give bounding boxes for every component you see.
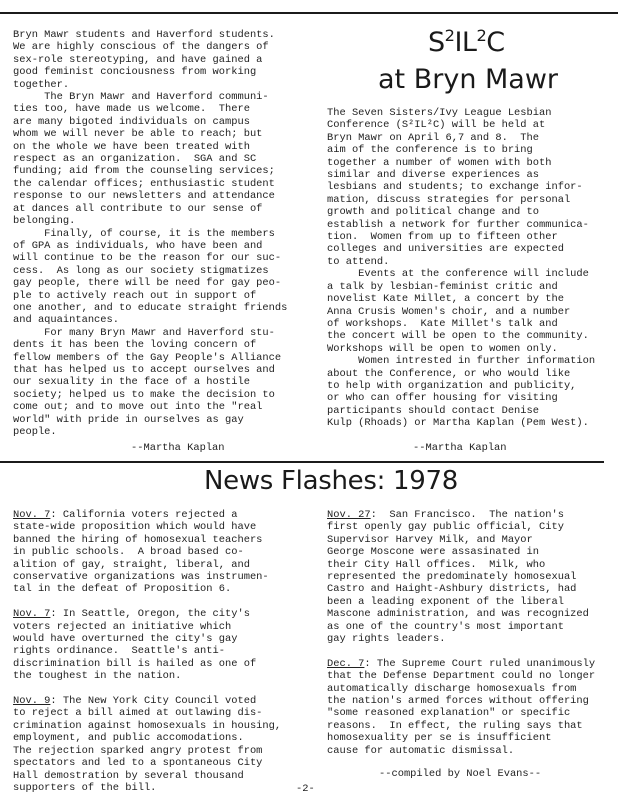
text-line: the concert will be open to the community. bbox=[327, 330, 589, 343]
text-line: the calendar offices; enthusiastic student bbox=[13, 177, 275, 190]
text-line: lesbians and students; to exchange infor- bbox=[327, 181, 583, 194]
text-line: that has helped us to accept ourselves and bbox=[13, 363, 275, 376]
text-line: We are highly conscious of the dangers of bbox=[13, 41, 269, 54]
text-line: Conference (S²IL²C) will be held at bbox=[327, 119, 546, 132]
text-line: sex-role stereotyping, and have gained a bbox=[13, 53, 263, 66]
text-line: Supervisor Harvey Milk, and Mayor bbox=[327, 533, 533, 546]
text-line: Hall demostration by several thousand bbox=[13, 769, 244, 782]
text-line: Kulp (Rhoads) or Martha Kaplan (Pem West). bbox=[327, 417, 589, 430]
title-il: IL bbox=[454, 27, 477, 58]
text-line: ple to actively reach out in support of bbox=[13, 289, 257, 302]
text-line: The Bryn Mawr and Haverford communi- bbox=[13, 91, 269, 104]
text-line: George Moscone were assasinated in bbox=[327, 546, 540, 559]
text-line: cause for automatic dismissal. bbox=[327, 744, 515, 757]
text-line: or who can offer housing for visiting bbox=[327, 392, 558, 405]
text-line: state-wide proposition which would have bbox=[13, 521, 257, 534]
text-line: whom we will never be able to reach; but bbox=[13, 128, 263, 141]
news-flashes-headline: News Flashes: 1978 bbox=[204, 466, 458, 496]
news-left-column bbox=[13, 509, 281, 807]
text-line: to reject a bill aimed at outlawing dis- bbox=[13, 707, 263, 720]
text-line: conservative organizations was instrumen- bbox=[13, 571, 269, 584]
text-line: The Seven Sisters/Ivy League Lesbian bbox=[327, 107, 552, 119]
text-line: society; helped us to make the decision to bbox=[13, 388, 275, 401]
text-line: tal in the defeat of Proposition 6. bbox=[13, 583, 232, 596]
news-item bbox=[13, 509, 281, 596]
text-line: come out; and to move out into the "real bbox=[13, 401, 263, 414]
text-line: people. bbox=[13, 426, 57, 438]
text-line: The rejection sparked angry protest from bbox=[13, 744, 263, 757]
text-line: Workshops will be open to women only. bbox=[327, 342, 558, 355]
news-item-text: : San Francisco. The nation's bbox=[370, 509, 564, 521]
text-line: establish a network for further communica- bbox=[327, 218, 589, 231]
news-item-date: Nov. 9 bbox=[13, 695, 51, 708]
text-line: tion. Women from up to fifteen other bbox=[327, 231, 558, 244]
text-line: the nation's armed forces without offering bbox=[327, 695, 589, 708]
text-line: Anna Crusis Women's choir, and a number bbox=[327, 305, 571, 318]
news-item-text: : The Supreme Court ruled unanimously bbox=[364, 657, 596, 670]
conference-article-body bbox=[327, 107, 595, 430]
text-line: Women intrested in further information bbox=[327, 355, 596, 368]
text-line: the toughest in the nation. bbox=[13, 670, 182, 683]
news-item bbox=[13, 695, 281, 794]
text-line: gay people, there will be need for gay peo- bbox=[13, 277, 282, 290]
text-line: represented the predominately homosexual bbox=[327, 571, 577, 584]
text-line: at dances all contribute to our sense of bbox=[13, 202, 263, 215]
title-c: C bbox=[486, 27, 505, 58]
text-line: Mascone administration, and was recognized bbox=[327, 608, 589, 621]
text-line: Bryn Mawr students and Haverford students. bbox=[13, 29, 275, 41]
text-line: novelist Kate Millet, a concert by the bbox=[327, 293, 564, 306]
page-number: -2- bbox=[296, 783, 315, 795]
text-line: on the whole we have been treated with bbox=[13, 140, 250, 153]
text-line: one another, and to educate straight friends bbox=[13, 301, 288, 314]
news-item-first-line bbox=[13, 695, 281, 707]
s2il2c-title bbox=[428, 27, 505, 58]
text-line: as one of the country's most important bbox=[327, 620, 564, 633]
text-line: voters rejected an initiative which bbox=[13, 620, 232, 633]
text-line: spectators and led to a spontaneous City bbox=[13, 757, 263, 770]
text-line: participants should contact Denise bbox=[327, 404, 540, 417]
text-line: to attend. bbox=[327, 255, 390, 268]
text-line: Bryn Mawr on April 6,7 and 8. The bbox=[327, 131, 540, 144]
text-line: response to our newsletters and attendance bbox=[13, 190, 275, 203]
text-line: ties too, have made us welcome. There bbox=[13, 103, 250, 116]
text-line: are many bigoted individuals on campus bbox=[13, 115, 250, 128]
text-line: good feminist conciousness from working bbox=[13, 66, 257, 79]
news-item-text: : In Seattle, Oregon, the city's bbox=[50, 608, 250, 621]
text-line: a talk by lesbian-feminist critic and bbox=[327, 280, 558, 293]
news-item-date: Nov. 7 bbox=[13, 509, 51, 521]
text-line: growth and political change and to bbox=[327, 206, 540, 219]
news-item-text: : The New York City Council voted bbox=[50, 695, 257, 708]
news-item-date: Dec. 7 bbox=[327, 657, 365, 670]
text-line: reasons. In effect, the ruling says that bbox=[327, 719, 583, 732]
title-sup-1: 2 bbox=[444, 26, 455, 45]
text-line: would have overturned the city's gay bbox=[13, 633, 238, 646]
news-item-text: : California voters rejected a bbox=[50, 509, 238, 521]
left-article-signature: --Martha Kaplan bbox=[131, 442, 225, 454]
text-line: mation, discuss strategies for personal bbox=[327, 193, 571, 206]
text-line: homosexuality per se is insufficient bbox=[327, 732, 552, 745]
text-line: dents it has been the loving concern of bbox=[13, 339, 257, 352]
text-line: alition of gay, straight, liberal, and bbox=[13, 558, 250, 571]
news-right-column bbox=[327, 509, 595, 770]
text-line: together a number of women with both bbox=[327, 156, 552, 169]
text-line: first openly gay public official, City bbox=[327, 521, 564, 534]
text-line: For many Bryn Mawr and Haverford stu- bbox=[13, 326, 275, 339]
top-rule bbox=[0, 12, 618, 14]
title-sup-2: 2 bbox=[476, 26, 487, 45]
news-item-date: Nov. 27 bbox=[327, 509, 371, 521]
text-line: Castro and Haight-Ashbury districts, had bbox=[327, 583, 577, 596]
text-line: that the Defense Department could no longer bbox=[327, 670, 596, 683]
news-item-first-line bbox=[13, 608, 281, 620]
news-item bbox=[13, 608, 281, 682]
text-line: their City Hall offices. Milk, who bbox=[327, 558, 546, 571]
text-line: to help with organization and publicity, bbox=[327, 379, 577, 392]
text-line: aim of the conference is to bring bbox=[327, 144, 533, 157]
news-item-first-line bbox=[13, 509, 281, 521]
text-line: rights ordinance. Seattle's anti- bbox=[13, 645, 226, 658]
text-line: of workshops. Kate Millet's talk and bbox=[327, 317, 558, 330]
text-line: been a leading exponent of the liberal bbox=[327, 595, 564, 608]
text-line: fellow members of the Gay People's Alliance bbox=[13, 351, 282, 364]
text-line: cess. As long as our society stigmatizes bbox=[13, 264, 269, 277]
text-line: colleges and universities are expected bbox=[327, 243, 564, 256]
text-line: world" with pride in ourselves as gay bbox=[13, 413, 244, 426]
text-line: of GPA as individuals, who have been and bbox=[13, 239, 263, 252]
text-line: similar and diverse experiences as bbox=[327, 169, 540, 182]
text-line: Finally, of course, it is the members bbox=[13, 227, 275, 240]
gpa-article-body bbox=[13, 29, 287, 438]
news-item-first-line bbox=[327, 509, 595, 521]
text-line: will continue to be the reason for our suc- bbox=[13, 252, 282, 265]
text-line: belonging. bbox=[13, 215, 76, 228]
news-item-date: Nov. 7 bbox=[13, 608, 51, 621]
text-line: employment, and public accomodations. bbox=[13, 732, 244, 745]
text-line: gay rights leaders. bbox=[327, 633, 446, 646]
text-line: automatically discharge homosexuals from bbox=[327, 682, 577, 695]
text-line: our sexuality in the face of a hostile bbox=[13, 376, 250, 389]
text-line: banned the hiring of homosexual teachers bbox=[13, 533, 263, 546]
section-rule bbox=[0, 461, 604, 463]
news-item bbox=[327, 509, 595, 645]
news-item-first-line bbox=[327, 658, 595, 670]
text-line: funding; aid from the counseling services; bbox=[13, 165, 275, 178]
text-line: respect as an organization. SGA and SC bbox=[13, 153, 257, 166]
text-line: and aquaintances. bbox=[13, 314, 120, 327]
text-line: "some reasoned explanation" or specific bbox=[327, 707, 571, 720]
right-article-signature: --Martha Kaplan bbox=[413, 442, 507, 454]
text-line: together. bbox=[13, 78, 70, 91]
text-line: Events at the conference will include bbox=[327, 268, 589, 281]
text-line: supporters of the bill. bbox=[13, 781, 157, 794]
text-line: crimination against homosexuals in housing, bbox=[13, 719, 282, 732]
text-line: in public schools. A broad based co- bbox=[13, 546, 244, 559]
news-credit: --compiled by Noel Evans-- bbox=[379, 768, 542, 780]
news-item bbox=[327, 658, 595, 757]
text-line: about the Conference, or who would like bbox=[327, 367, 571, 380]
title-s: S bbox=[428, 27, 445, 58]
text-line: discrimination bill is hailed as one of bbox=[13, 657, 257, 670]
at-bryn-mawr-title: at Bryn Mawr bbox=[378, 64, 559, 95]
